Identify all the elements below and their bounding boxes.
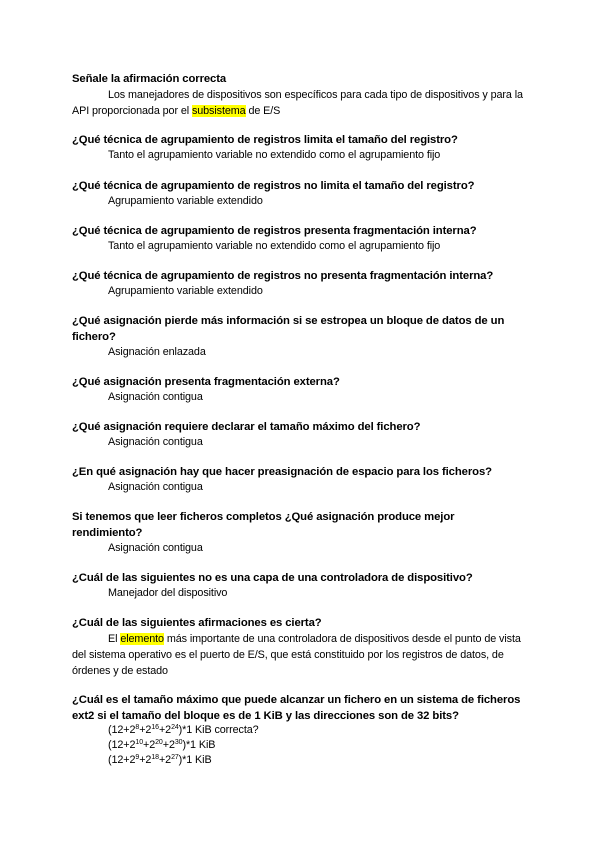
question-7: ¿Qué asignación presenta fragmentación externa?: [72, 376, 340, 388]
answer-11: Manejador del dispositivo: [108, 587, 228, 599]
answer-2: Tanto el agrupamiento variable no extendido como el agrupamiento fijo: [108, 149, 441, 161]
question-5: ¿Qué técnica de agrupamiento de registros no presenta fragmentación interna?: [72, 270, 494, 282]
question-11: ¿Cuál de las siguientes no es una capa de una controladora de dispositivo?: [72, 572, 473, 584]
question-10: Si tenemos que leer ficheros completos ¿Qué asignación produce mejor rendimiento?: [72, 511, 455, 539]
question-2: ¿Qué técnica de agrupamiento de registros limita el tamaño del registro?: [72, 134, 458, 146]
answer-3: Agrupamiento variable extendido: [108, 195, 263, 207]
answer-7: Asignación contigua: [108, 391, 203, 403]
answer-12: [72, 631, 524, 679]
highlighted-word: subsistema: [191, 105, 246, 117]
answer-6: Asignación enlazada: [108, 346, 206, 358]
question-9: ¿En qué asignación hay que hacer preasignación de espacio para los ficheros?: [72, 466, 492, 478]
answer-5: Agrupamiento variable extendido: [108, 285, 263, 297]
question-13: ¿Cuál es el tamaño máximo que puede alcanzar un fichero en un sistema de ficheros ext2 si el tamaño del bloque es de 1 KiB y las direcciones son de 32 bits?: [72, 694, 521, 722]
question-3: ¿Qué técnica de agrupamiento de registros no limita el tamaño del registro?: [72, 180, 475, 192]
question-4: ¿Qué técnica de agrupamiento de registros presenta fragmentación interna?: [72, 225, 477, 237]
answer-8: Asignación contigua: [108, 436, 203, 448]
highlighted-word: elemento: [120, 633, 164, 645]
option-2: $(12+2^{10}+2^{20}+2^{30})*1$ KiB: [108, 739, 216, 751]
question-6: ¿Qué asignación pierde más información si se estropea un bloque de datos de un fichero?: [72, 315, 505, 343]
question-8: ¿Qué asignación requiere declarar el tamaño máximo del fichero?: [72, 421, 421, 433]
answer-1: [72, 87, 524, 119]
question-1: Señale la afirmación correcta: [72, 73, 227, 85]
answer-10: Asignación contigua: [108, 542, 203, 554]
option-1: $(12+2^8+2^{16}+2^{24})*1$ KiB correcta?: [108, 724, 259, 736]
answer-9: Asignación contigua: [108, 481, 203, 493]
answer-1-text: Los manejadores de dispositivos son específicos para cada tipo de dispositivos y para la API proporcionada por el: [72, 89, 523, 117]
answer-12-tail: más importante de una controladora de dispositivos desde el punto de vista del sistema operativo es el puerto de E/S, que está constituido por los registros de datos, de órdenes y de estado: [72, 633, 521, 677]
answer-12-text: El: [108, 633, 121, 645]
answer-4: Tanto el agrupamiento variable no extendido como el agrupamiento fijo: [108, 240, 441, 252]
option-3: $(12+2^9+2^{18}+2^{27})*1$ KiB: [108, 754, 212, 766]
question-12: ¿Cuál de las siguientes afirmaciones es cierta?: [72, 617, 322, 629]
answer-1-tail: de E/S: [245, 105, 281, 117]
